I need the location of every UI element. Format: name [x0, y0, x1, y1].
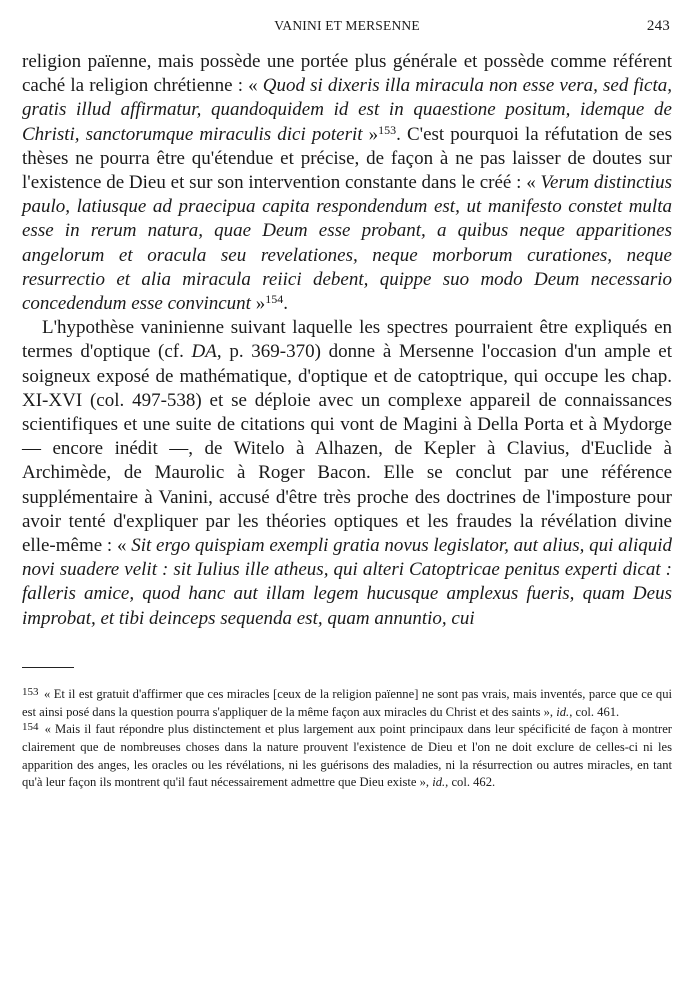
footnotes	[22, 686, 672, 791]
paragraph-2	[22, 316, 672, 631]
footnote-number: 153	[22, 685, 39, 698]
footnote-ref-154: 154	[265, 292, 284, 307]
book-page	[22, 18, 672, 791]
footnote-text: « Et il est gratuit d'affirmer que ces miracles [ceux de la religion païenne] ne sont pas vrais, mais inventés, parce que ce qui est ainsi posé dans la question pourra s'appliquer de la même façon aux miracles du Christ et des saints »,	[22, 686, 672, 720]
page-number: 243	[646, 18, 670, 34]
footnote-text: « Mais il faut répondre plus distinctement et plus largement aux point principaux dans leur spécificité de façon à montrer clairement que de nombreuses choses dans la nature prouvent l'existence de Dieu et l'on ne doit exclure de celles-ci ni les apparition des anges, les oracles ou les révélations, ni les guérisons des maladies, ni la résurrection ou autres miracles, en tant qu'à leur façon ils montrent qu'il faut nécessairement admettre que Dieu existe »,	[22, 722, 672, 789]
text-run: »	[362, 123, 379, 145]
running-header	[22, 18, 672, 42]
main-text	[22, 50, 672, 631]
footnote-divider	[22, 667, 74, 668]
italic-abbrev: DA	[191, 341, 217, 363]
footnote-text: , col. 462.	[445, 774, 496, 789]
footnote-italic: id.	[556, 705, 570, 720]
text-run: religion païenne, mais possède une portée plus générale et possède comme référent caché la religion chrétienne : «	[22, 51, 672, 97]
text-run: , p. 369-370) donne à Mersenne l'occasion d'un ample et soigneux exposé de mathématique, d'optique et de catoptrique, qui occupe les chap. XI-XVI (col. 497-538) et se déploie avec un complexe appareil de connaissances scientifiques et une suite de citations qui vont de Magini à Della Porta et à Mydorge — encore inédit —, de Witelo à Alhazen, de Kepler à Clavius, d'Euclide à Archimède, de Maurolic à Roger Bacon. Elle se conclut par une référence supplémentaire à Vanini, accusé d'être très proche des doctrines de l'imposture pour avoir tenté d'expliquer par les théories optiques et les fraudes la révélation divine elle-même : «	[22, 341, 672, 557]
running-title: VANINI ET MERSENNE	[274, 18, 420, 33]
paragraph-1	[22, 50, 672, 316]
latin-quote: Quod si dixeris illa miracula non esse vera, sed ficta, gratis illud affirmatur, quandoquidem id est in quaestione positum, idemque de Christi, sanctorumque miraculis dici poterit	[22, 75, 673, 145]
latin-quote: Sit ergo quispiam exempli gratia novus legislator, aut alius, qui aliquid novi suadere velit : sit Iulius ille atheus, qui alteri Catoptricae penitus experti dicat : falleris amice, quod hanc aut illam legem hucusque amplexus fueris, quam Deus improbat, et tibi deinceps sequenda est, quam annuntio, cui	[22, 535, 673, 629]
latin-quote: Verum distinctius paulo, latiusque ad praecipua capita respondendum est, ut manifesto constet multa esse in rerum natura, quae Deum esse probant, a quibus neque apparitiones angelorum et oracula seu revelationes, neque morborum curationes, neque resurrectio et alia miracula reiici debent, quippe suo modo Deum necessario concedendum esse convincunt	[22, 172, 672, 315]
text-run: »	[250, 293, 266, 315]
text-run: . C'est pourquoi la réfutation de ses thèses ne pourra être qu'étendue et précise, de façon à ne pas laisser de doutes sur l'existence de Dieu et sur son intervention constante dans le créé : «	[22, 123, 673, 194]
footnote-153	[22, 686, 672, 721]
text-run: L'hypothèse vaninienne suivant laquelle les spectres pourraient être expliqués en termes d'optique (cf.	[22, 317, 672, 363]
footnote-number: 154	[22, 721, 39, 734]
footnote-text: , col. 461.	[569, 705, 620, 720]
footnote-ref-153: 153	[378, 122, 397, 137]
footnote-154	[22, 721, 672, 791]
footnote-italic: id.	[432, 774, 446, 789]
text-run: .	[283, 293, 288, 315]
